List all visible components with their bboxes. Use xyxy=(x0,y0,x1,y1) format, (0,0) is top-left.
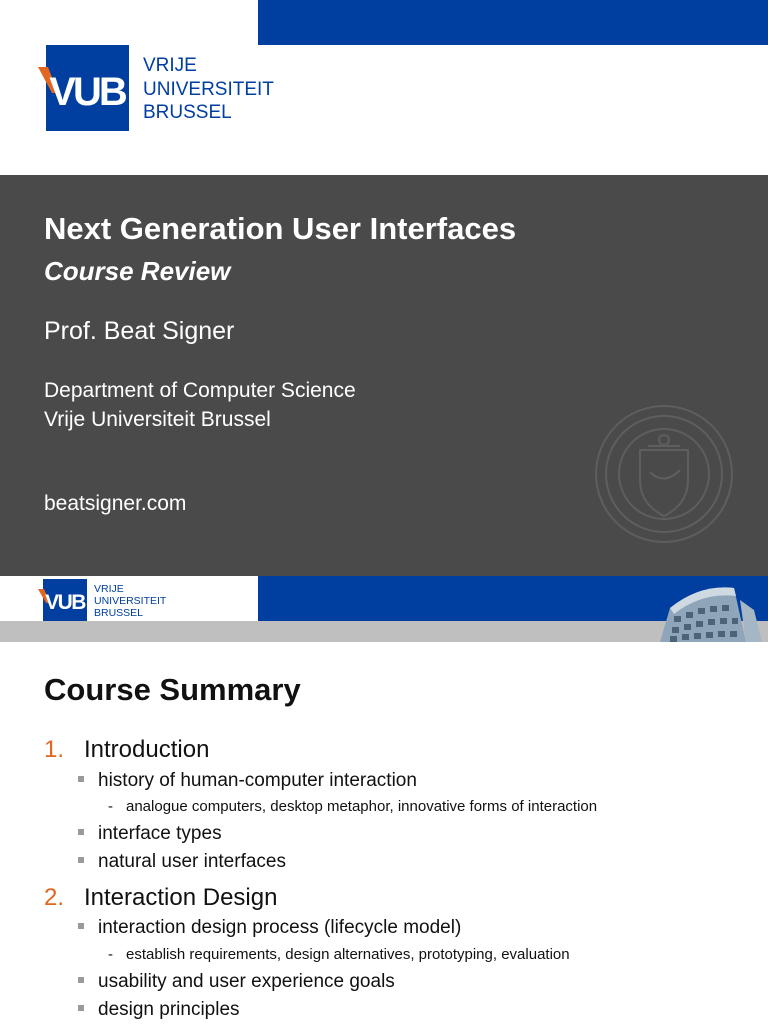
section-number: 2. xyxy=(44,884,65,911)
dash-icon: - xyxy=(108,798,113,815)
header-blue-bar xyxy=(258,0,768,45)
department-name: Department of Computer Science xyxy=(44,379,356,402)
list-subitem xyxy=(108,946,570,963)
slide-subtitle: Course Review xyxy=(44,256,231,286)
list-item xyxy=(78,851,286,873)
subitem-text: analogue computers, desktop metaphor, innovative forms of interaction xyxy=(126,798,598,815)
section-interaction-design xyxy=(44,884,277,912)
bullet-square-icon xyxy=(78,1005,84,1011)
summary-slide xyxy=(0,576,768,1024)
section-title: Interaction Design xyxy=(84,884,278,911)
bullet-square-icon xyxy=(78,977,84,983)
vub-logo-small-line1: VRIJE xyxy=(94,583,124,595)
vub-logo-line1: VRIJE xyxy=(143,55,197,76)
vub-logo-small xyxy=(38,579,178,621)
bullet-square-icon xyxy=(78,923,84,929)
header-blue-bar-fill xyxy=(258,0,768,45)
summary-header xyxy=(0,576,768,642)
vub-logo-line3: BRUSSEL xyxy=(143,102,232,123)
bullet-text: natural user interfaces xyxy=(98,851,286,872)
author-name: Prof. Beat Signer xyxy=(44,317,235,345)
university-name: Vrije Universiteit Brussel xyxy=(44,408,271,431)
website-link[interactable]: beatsigner.com xyxy=(44,492,187,515)
bullet-square-icon xyxy=(78,857,84,863)
section-introduction xyxy=(44,736,209,764)
bullet-text: interface types xyxy=(98,823,222,844)
vub-logo-line2: UNIVERSITEIT xyxy=(143,79,274,100)
building-shape xyxy=(660,587,762,642)
bullet-text: usability and user experience goals xyxy=(98,971,395,992)
bullet-square-icon xyxy=(78,776,84,782)
list-item xyxy=(78,999,240,1021)
university-seal-icon xyxy=(592,402,736,546)
slide-title: Next Generation User Interfaces xyxy=(44,211,517,246)
vub-logo-small-line2: UNIVERSITEIT xyxy=(94,595,167,607)
bullet-text: history of human-computer interaction xyxy=(98,770,417,791)
bullet-text: interaction design process (lifecycle model) xyxy=(98,917,462,938)
section-title: Introduction xyxy=(84,736,210,763)
vub-logo xyxy=(38,45,288,131)
vub-logo-small-line3: BRUSSEL xyxy=(94,607,144,619)
summary-heading: Course Summary xyxy=(44,672,301,707)
list-item xyxy=(78,823,222,845)
subitem-text: establish requirements, design alternatives, prototyping, evaluation xyxy=(126,946,570,963)
list-item xyxy=(78,770,417,792)
building-icon xyxy=(650,580,768,642)
section-number: 1. xyxy=(44,736,65,763)
vub-logo-small-mark: VUB xyxy=(45,591,85,614)
dash-icon: - xyxy=(108,946,113,963)
bullet-text: design principles xyxy=(98,999,240,1020)
list-item xyxy=(78,971,395,993)
vub-logo-mark: VUB xyxy=(49,70,125,114)
seal-shape xyxy=(596,406,732,542)
list-item xyxy=(78,917,461,939)
bullet-square-icon xyxy=(78,829,84,835)
list-subitem xyxy=(108,798,597,815)
